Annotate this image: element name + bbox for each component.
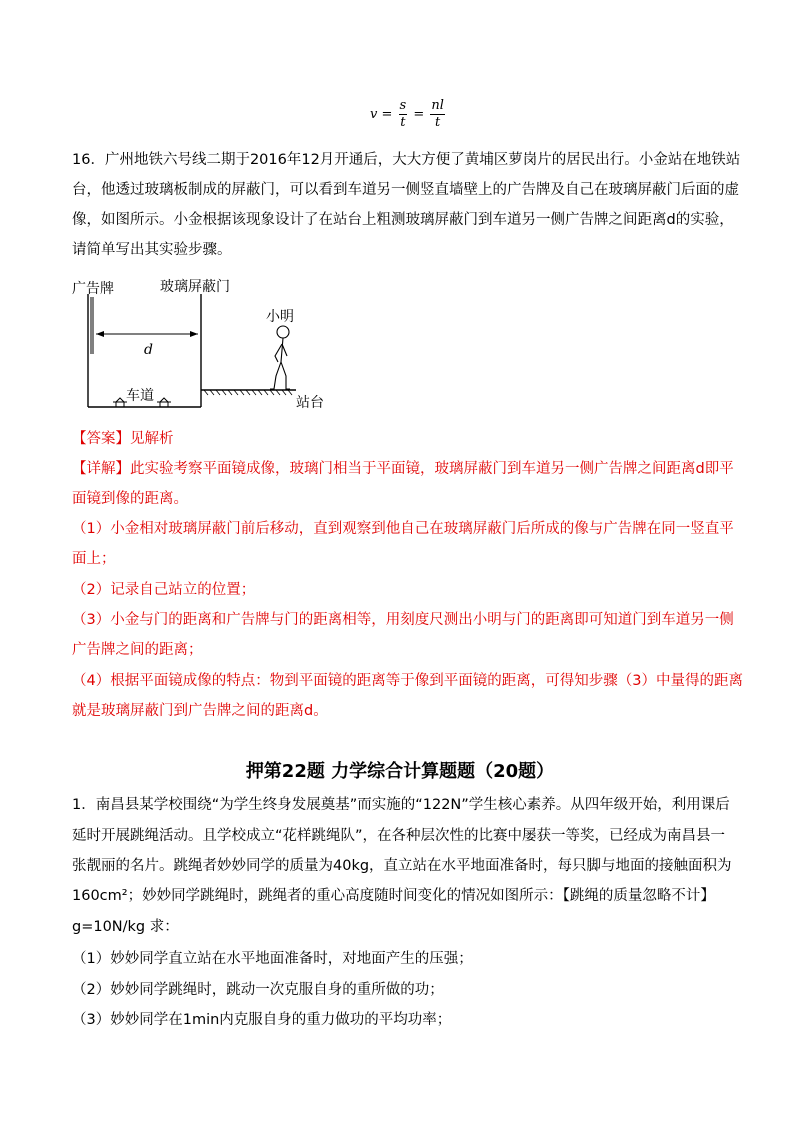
explanation-line: （4）根据平面镜成像的特点：物到平面镜的距离等于像到平面镜的距离，可得知步骤（3）中量得的距离 — [72, 673, 743, 689]
experiment-diagram — [60, 272, 360, 422]
explanation-line: 广告牌之间的距离； — [72, 642, 203, 658]
answer-line: 【答案】见解析 — [72, 431, 174, 447]
formula-fraction-1 — [399, 98, 408, 131]
q16-line: 台，他透过玻璃板制成的屏蔽门，可以看到车道另一侧竖直墙壁上的广告牌及自己在玻璃屏蔽门后面的虚 — [72, 182, 739, 198]
q16-line: 像，如图所示。小金根据该现象设计了在站台上粗测玻璃屏蔽门到车道另一侧广告牌之间距离d的实验， — [72, 212, 734, 228]
explanation-line: 面上； — [72, 551, 116, 567]
explanation-line: 【详解】此实验考察平面镜成像，玻璃门相当于平面镜，玻璃屏蔽门到车道另一侧广告牌之间距离d即平 — [72, 461, 734, 477]
q1-line: （2）妙妙同学跳绳时，跳动一次克服自身的重所做的功； — [72, 982, 444, 998]
distance-label: d — [144, 342, 153, 358]
platform-label: 站台 — [296, 395, 324, 411]
section-heading: 押第22题 力学综合计算题题（20题） — [245, 761, 555, 782]
explanation-line: （1）小金相对玻璃屏蔽门前后移动，直到观察到他自己在玻璃屏蔽门后所成的像与广告牌在同一竖直平 — [72, 521, 734, 537]
formula-fraction-2 — [430, 98, 445, 131]
q1-line: 延时开展跳绳活动。且学校成立“花样跳绳队”，在各种层次性的比赛中屡获一等奖，已经成为南昌县一 — [72, 828, 726, 844]
formula-numerator-1: s — [399, 98, 407, 113]
q1-line: 张靓丽的名片。跳绳者妙妙同学的质量为40kg，直立站在水平地面准备时，每只脚与地面的接触面积为 — [72, 858, 732, 874]
explanation-line: （2）记录自己站立的位置； — [72, 582, 256, 598]
explanation-line: 面镜到像的距离。 — [72, 491, 188, 507]
formula-denominator-2: t — [435, 115, 441, 130]
q16-line: 请简单写出其实验步骤。 — [72, 242, 232, 258]
person-label: 小明 — [266, 309, 294, 325]
explanation-line: 就是玻璃屏蔽门到广告牌之间的距离d。 — [72, 703, 328, 719]
q1-line: （1）妙妙同学直立站在水平地面准备时，对地面产生的压强； — [72, 951, 473, 967]
billboard-label: 广告牌 — [72, 281, 114, 297]
formula-equals-2: = — [413, 107, 425, 122]
glass-door-label: 玻璃屏蔽门 — [160, 279, 230, 295]
explanation-line: （3）小金与门的距离和广告牌与门的距离相等，用刻度尺测出小明与门的距离即可知道门到车道另一侧 — [72, 612, 734, 628]
q1-line: 160cm²；妙妙同学跳绳时，跳绳者的重心高度随时间变化的情况如图所示：【跳绳的质量忽略不计】 — [72, 888, 715, 904]
q16-line: 16．广州地铁六号线二期于2016年12月开通后，大大方便了黄埔区萝岗片的居民出行。小金站在地铁站 — [72, 152, 741, 168]
formula-lhs: v — [370, 107, 378, 122]
q1-line: g=10N/kg 求： — [72, 919, 179, 935]
q1-line: （3）妙妙同学在1min内克服自身的重力做功的平均功率； — [72, 1012, 452, 1028]
formula-equals: = — [381, 107, 393, 122]
q1-line: 1．南昌县某学校围绕“为学生终身发展奠基”而实施的“122N”学生核心素养。从四年级开始，利用课后 — [72, 797, 730, 813]
formula-denominator-1: t — [400, 115, 406, 130]
track-label: 车道 — [126, 388, 154, 404]
speed-formula — [370, 98, 447, 131]
formula-numerator-2: nl — [431, 98, 444, 113]
